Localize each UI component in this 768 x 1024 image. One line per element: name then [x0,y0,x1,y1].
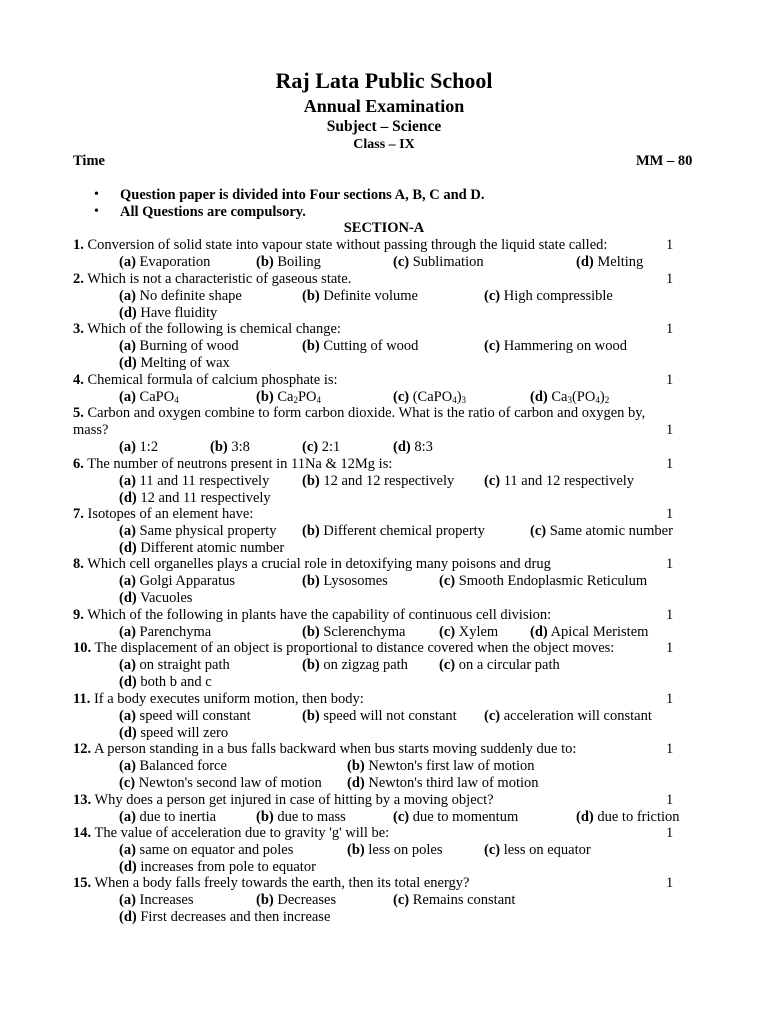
instruction-1: Question paper is divided into Four sections A, B, C and D. [120,187,485,203]
marks-15: 1 [666,875,674,891]
q7-option-c: (c) Same atomic number [530,523,673,539]
marks-8: 1 [666,556,674,572]
marks-10: 1 [666,640,674,656]
q3-option-d: (d) Melting of wax [119,355,230,371]
question-13: 13. Why does a person get injured in case of hitting by a moving object? [73,792,494,808]
question-15: 15. When a body falls freely towards the earth, then its total energy? [73,875,470,891]
q2-option-c: (c) High compressible [484,288,613,304]
q11-option-a: (a) speed will constant [119,708,251,724]
question-3: 3. Which of the following is chemical change: [73,321,341,337]
q4-option-c: (c) $(CaPO_4)_3$ [393,389,467,405]
question-5: 5. Carbon and oxygen combine to form carbon dioxide. What is the ratio of carbon and oxygen by, [73,405,646,421]
q11-option-d: (d) speed will zero [119,725,229,741]
q15-option-d: (d) First decreases and then increase [119,909,331,925]
q5-option-a: (a) 1:2 [119,439,159,455]
q1-option-d: (d) Melting [576,254,644,270]
q4-option-d: (d) $Ca_3(PO_4)_2$ [530,389,610,405]
instruction-2: All Questions are compulsory. [120,204,306,220]
q12-option-c: (c) Newton's second law of motion [119,775,322,791]
q13-option-d: (d) due to friction [576,809,680,825]
q9-option-a: (a) Parenchyma [119,624,212,640]
q6-option-a: (a) 11 and 11 respectively [119,473,270,489]
q11-option-c: (c) acceleration will constant [484,708,652,724]
question-8: 8. Which cell organelles plays a crucial role in detoxifying many poisons and drug [73,556,551,572]
q15-option-b: (b) Decreases [256,892,337,908]
school-name: Raj Lata Public School [275,68,493,93]
q6-option-d: (d) 12 and 11 respectively [119,490,271,506]
q2-option-d: (d) Have fluidity [119,305,218,321]
bullet-icon: • [94,187,99,202]
q12-option-d: (d) Newton's third law of motion [347,775,539,791]
q6-option-c: (c) 11 and 12 respectively [484,473,635,489]
q3-option-a: (a) Burning of wood [119,338,239,354]
q4-option-b: (b) $Ca_2PO_4$ [256,389,322,405]
q10-option-c: (c) on a circular path [439,657,560,673]
question-11: 11. If a body executes uniform motion, then body: [73,691,364,707]
class-line: Class – IX [353,137,415,152]
q4-option-a: (a) CaPO$_4$ [119,389,179,405]
marks-3: 1 [666,321,674,337]
q8-option-c: (c) Smooth Endoplasmic Reticulum [439,573,648,589]
q2-option-a: (a) No definite shape [119,288,242,304]
marks-5: 1 [666,422,674,438]
subject-line: Subject – Science [326,118,442,135]
marks-13: 1 [666,792,674,808]
marks-9: 1 [666,607,674,623]
q2-option-b: (b) Definite volume [302,288,418,304]
exam-title: Annual Examination [303,96,465,116]
marks-12: 1 [666,741,674,757]
bullet-icon: • [94,204,99,219]
q8-option-d: (d) Vacuoles [119,590,193,606]
marks-7: 1 [666,506,674,522]
q10-option-a: (a) on straight path [119,657,230,673]
q7-option-d: (d) Different atomic number [119,540,285,556]
question-14: 14. The value of acceleration due to gravity 'g' will be: [73,825,390,841]
marks-1: 1 [666,237,674,253]
q8-option-a: (a) Golgi Apparatus [119,573,235,589]
q3-option-b: (b) Cutting of wood [302,338,419,354]
marks-14: 1 [666,825,674,841]
question-10: 10. The displacement of an object is proportional to distance covered when the object moves: [73,640,615,656]
q10-option-b: (b) on zigzag path [302,657,408,673]
question-12: 12. A person standing in a bus falls backward when bus starts moving suddenly due to: [73,741,577,757]
q9-option-b: (b) Sclerenchyma [302,624,406,640]
q14-option-d: (d) increases from pole to equator [119,859,316,875]
marks-11: 1 [666,691,674,707]
question-4: 4. Chemical formula of calcium phosphate is: [73,372,338,388]
q12-option-b: (b) Newton's first law of motion [347,758,535,774]
q13-option-b: (b) due to mass [256,809,346,825]
q13-option-c: (c) due to momentum [393,809,519,825]
q10-option-d: (d) both b and c [119,674,212,690]
marks-4: 1 [666,372,674,388]
q6-option-b: (b) 12 and 12 respectively [302,473,455,489]
q1-option-b: (b) Boiling [256,254,321,270]
q5-option-d: (d) 8:3 [393,439,433,455]
question-7: 7. Isotopes of an element have: [73,506,254,522]
question-2: 2. Which is not a characteristic of gaseous state. [73,271,352,287]
q3-option-c: (c) Hammering on wood [484,338,627,354]
q14-option-c: (c) less on equator [484,842,591,858]
q5-option-b: (b) 3:8 [210,439,250,455]
q7-option-a: (a) Same physical property [119,523,277,539]
q9-option-c: (c) Xylem [439,624,499,640]
section-title: SECTION-A [343,220,425,236]
q11-option-b: (b) speed will not constant [302,708,457,724]
question-1: 1. Conversion of solid state into vapour state without passing through the liquid state called: [73,237,608,253]
q14-option-b: (b) less on poles [347,842,443,858]
q14-option-a: (a) same on equator and poles [119,842,294,858]
q1-option-a: (a) Evaporation [119,254,211,270]
q15-option-c: (c) Remains constant [393,892,516,908]
q12-option-a: (a) Balanced force [119,758,227,774]
question-6: 6. The number of neutrons present in 11Na & 12Mg is: [73,456,393,472]
marks-6: 1 [666,456,674,472]
q7-option-b: (b) Different chemical property [302,523,485,539]
question-9: 9. Which of the following in plants have the capability of continuous cell division: [73,607,552,623]
q9-option-d: (d) Apical Meristem [530,624,649,640]
question-5-cont: mass? [73,422,109,438]
time-label: Time [73,153,105,169]
q8-option-b: (b) Lysosomes [302,573,388,589]
max-marks: MM – 80 [636,153,693,169]
marks-2: 1 [666,271,674,287]
q13-option-a: (a) due to inertia [119,809,217,825]
q15-option-a: (a) Increases [119,892,194,908]
q5-option-c: (c) 2:1 [302,439,341,455]
q1-option-c: (c) Sublimation [393,254,484,270]
